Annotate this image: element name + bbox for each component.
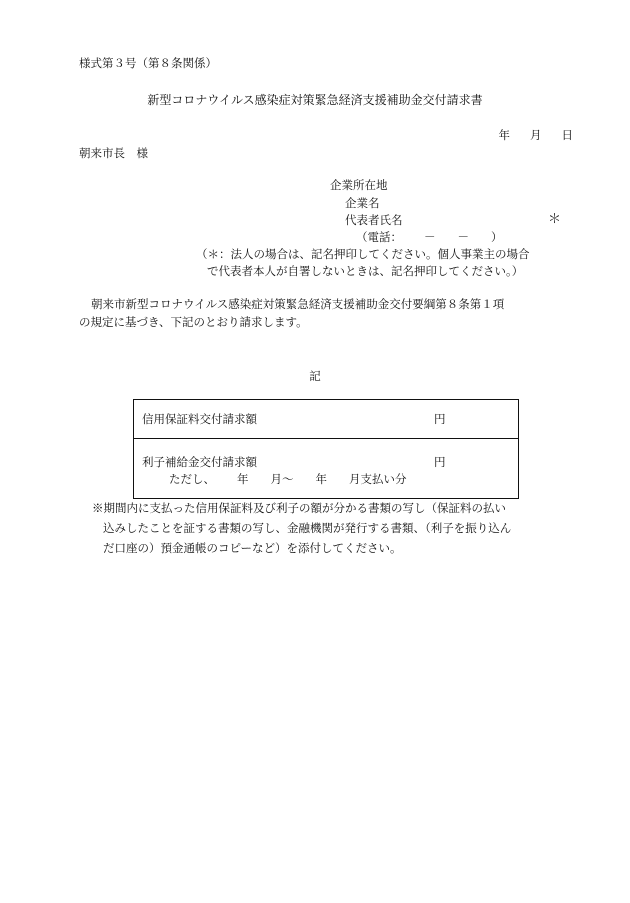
seal-mark: ＊ (547, 212, 561, 227)
period-prefix: ただし、 (169, 472, 215, 486)
ki-heading: 記 (309, 369, 321, 383)
seal-note-line-1: （＊：法人の場合は、記名押印してください。個人事業主の場合 (196, 247, 530, 261)
phone-dash-2: － (457, 230, 469, 244)
payment-period-line (169, 471, 407, 487)
attachment-note-line-1: ※期間内に支払った信用保証料及び利子の額が分かる書類の写し（保証料の払い (92, 501, 506, 515)
phone-line (356, 229, 503, 245)
date-day: 日 (561, 128, 573, 142)
period-year-2: 年 (315, 472, 327, 486)
representative-label: 代表者氏名 (345, 213, 403, 227)
phone-open: （電話： (356, 230, 402, 244)
interest-subsidy-unit: 円 (434, 455, 446, 469)
guarantee-fee-label: 信用保証料交付請求額 (142, 412, 257, 426)
date-month: 月 (530, 128, 542, 142)
attachment-note-line-3: だ口座の）預金通帳のコピーなど）を添付してください。 (103, 541, 402, 555)
form-number: 様式第３号（第８条関係） (79, 56, 217, 70)
phone-close: ） (491, 230, 503, 244)
body-line-2: の規定に基づき、下記のとおり請求します。 (79, 315, 308, 329)
representative-line (345, 212, 561, 228)
guarantee-fee-unit: 円 (434, 412, 446, 426)
body-line-1: 朝来市新型コロナウイルス感染症対策緊急経済支援補助金交付要綱第８条第１項 (91, 297, 505, 311)
document-title: 新型コロナウイルス感染症対策緊急経済支援補助金交付請求書 (147, 93, 483, 107)
company-name-label: 企業名 (345, 196, 380, 210)
table-divider (134, 438, 518, 439)
date-year: 年 (498, 128, 510, 142)
period-year-1: 年 (237, 472, 249, 486)
request-amount-table (133, 399, 519, 499)
date-line (479, 127, 574, 143)
company-location-label: 企業所在地 (330, 178, 388, 192)
period-month-1: 月～ (270, 472, 294, 486)
phone-dash-1: － (424, 230, 436, 244)
seal-note-line-2: で代表者本人が自署しないときは、記名押印してください。） (207, 264, 524, 278)
addressee: 朝来市長 様 (79, 146, 148, 160)
attachment-note-line-2: 込みしたことを証する書類の写し、金融機関が発行する書類、（利子を振り込ん (103, 521, 512, 535)
interest-subsidy-label: 利子補給金交付請求額 (142, 455, 257, 469)
period-suffix: 月支払い分 (349, 472, 407, 486)
